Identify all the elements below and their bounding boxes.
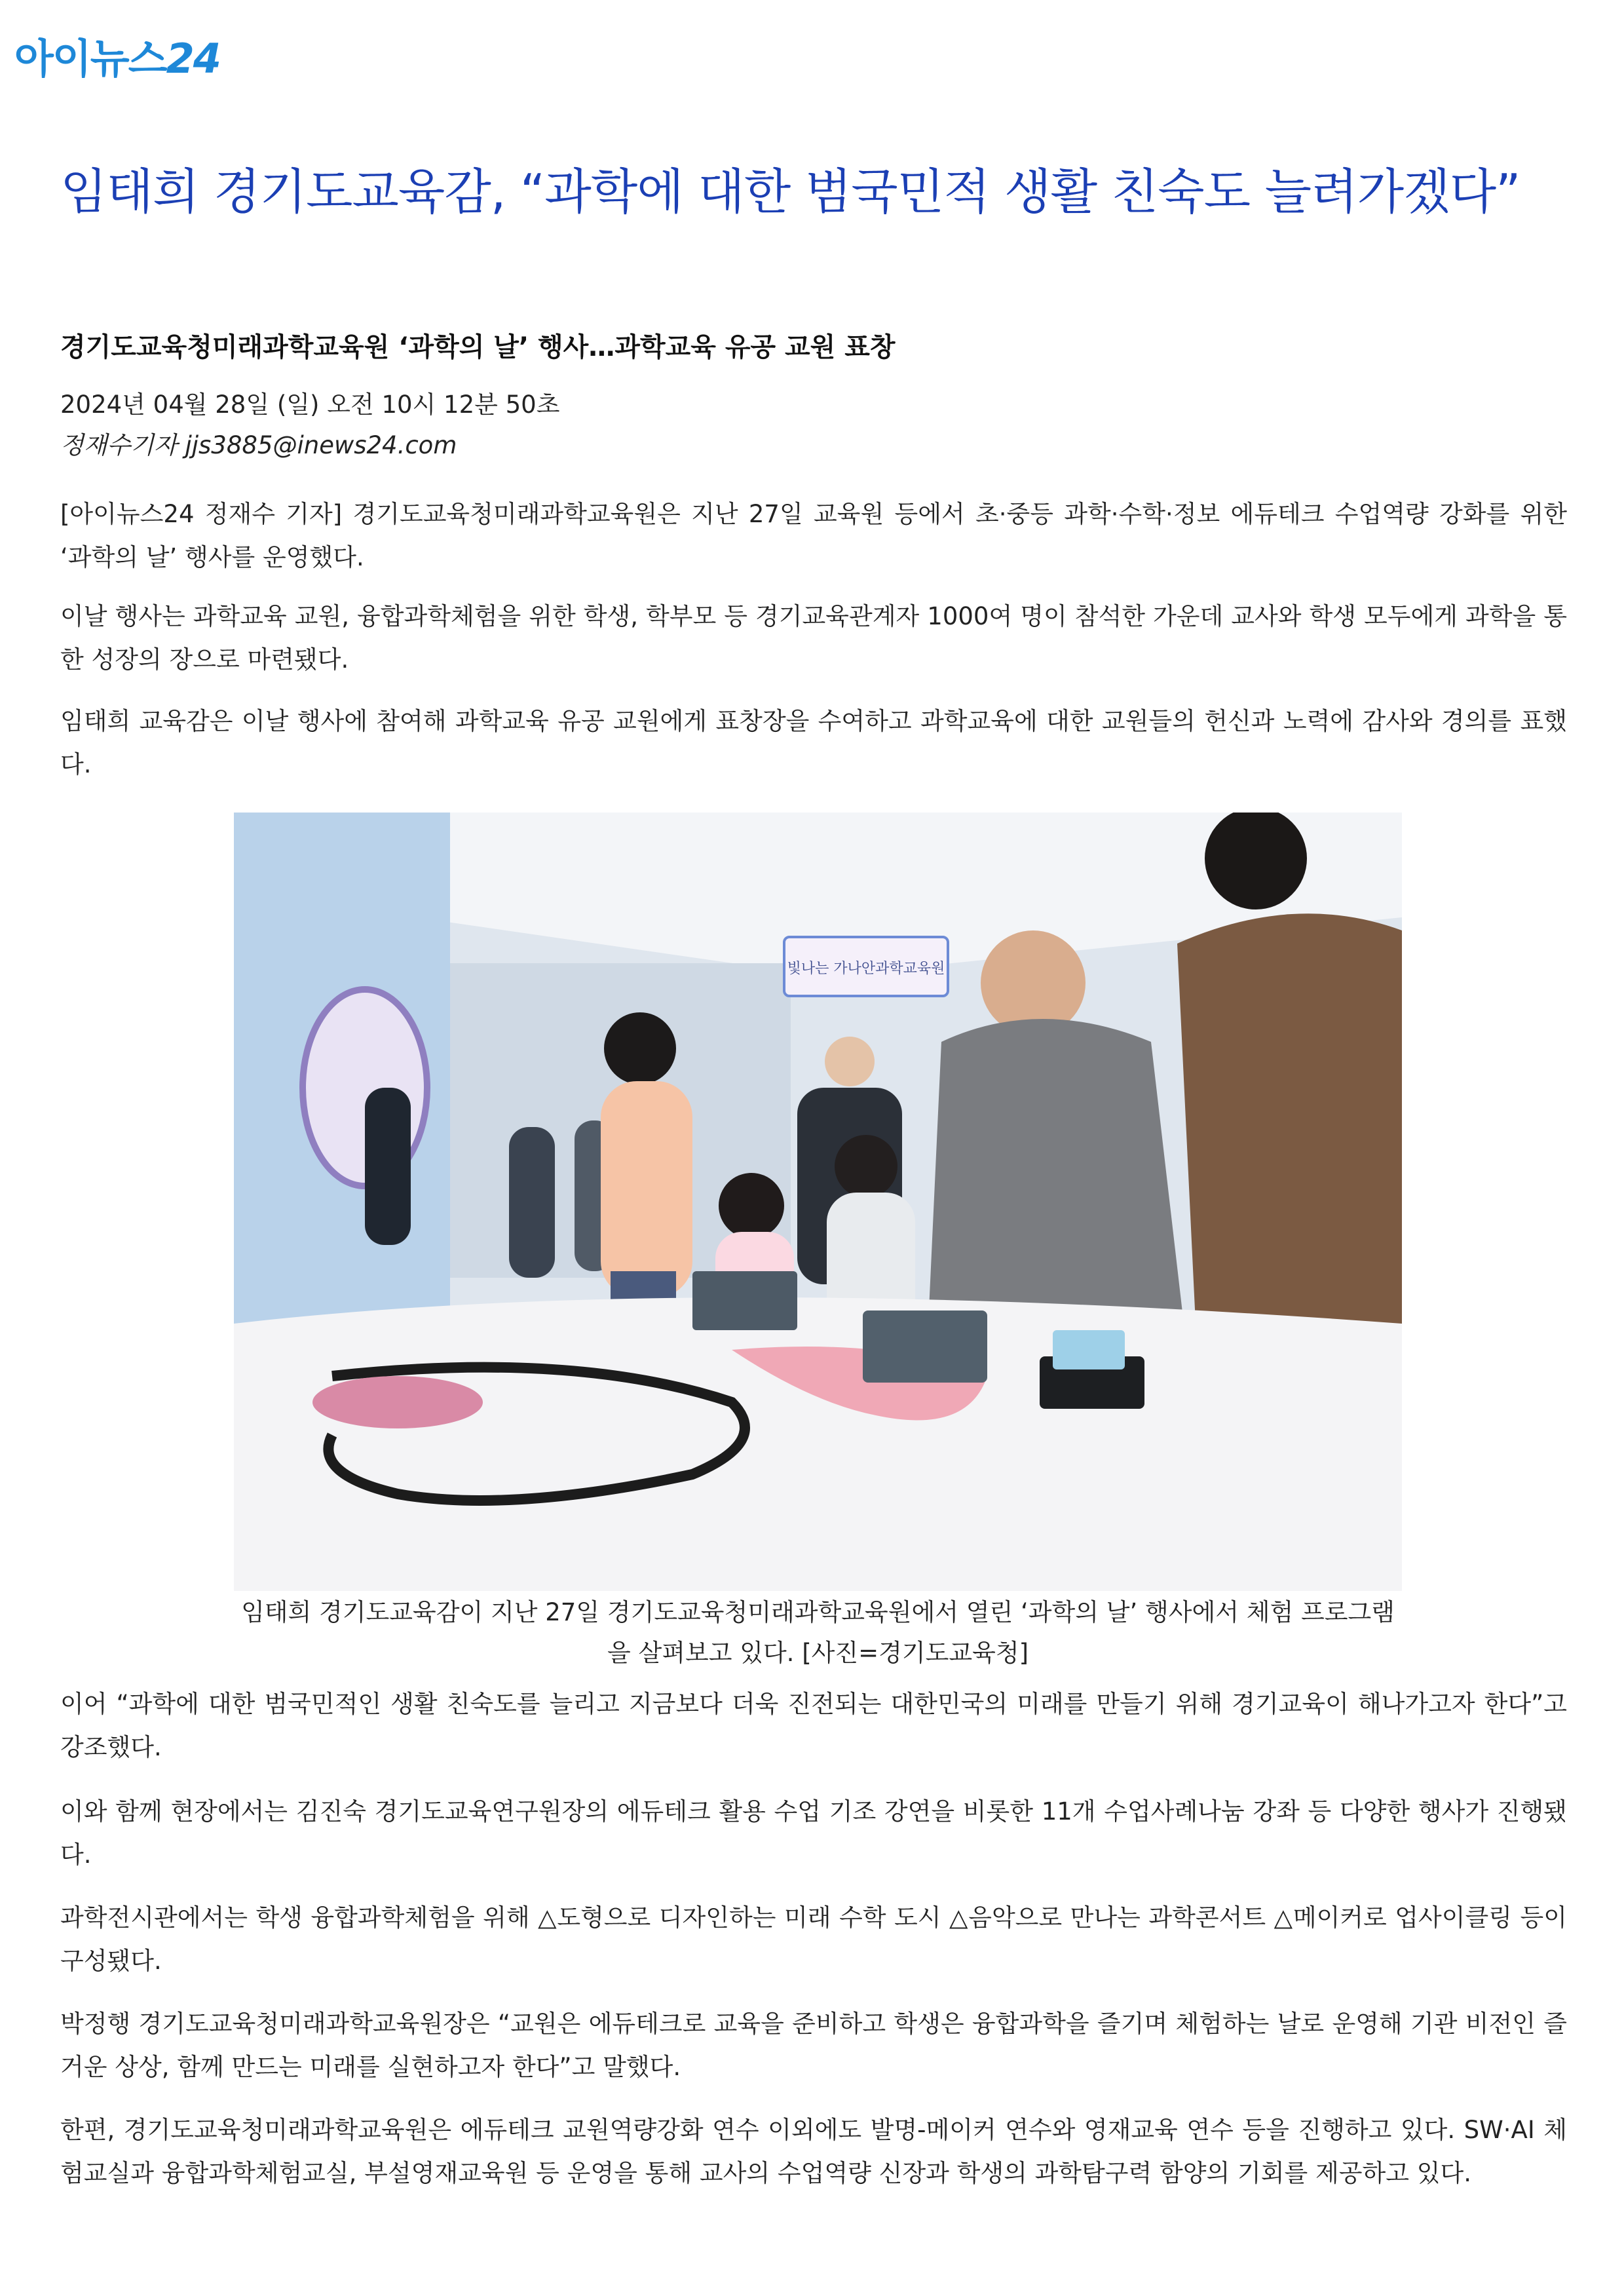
article-headline: 임태희 경기도교육감, “과학에 대한 범국민적 생활 친숙도 늘려가겠다” xyxy=(60,164,1520,220)
site-logo[interactable] xyxy=(14,26,220,85)
logo-number: 24 xyxy=(166,35,220,83)
article-byline: 정재수기자 jjs3885@inews24.com xyxy=(60,431,457,459)
paragraph-2: 이날 행사는 과학교육 교원, 융합과학체험을 위한 학생, 학부모 등 경기교육관계자 1000여 명이 참석한 가운데 교사와 학생 모두에게 과학을 통한 성장의 장으로 마련됐다. xyxy=(60,602,1567,674)
logo-text: 아이뉴스 xyxy=(14,35,166,83)
photo-caption: 임태희 경기도교육감이 지난 27일 경기도교육청미래과학교육원에서 열린 ‘과학의 날’ 행사에서 체험 프로그램을 살펴보고 있다. [사진=경기도교육청] xyxy=(241,1598,1395,1667)
paragraph-4: 이어 “과학에 대한 범국민적인 생활 친숙도를 늘리고 지금보다 더욱 진전되는 대한민국의 미래를 만들기 위해 경기교육이 해나가고자 한다”고 강조했다. xyxy=(60,1690,1567,1761)
article-photo xyxy=(234,813,1402,1591)
article-date: 2024년 04월 28일 (일) 오전 10시 12분 50초 xyxy=(60,391,560,419)
paragraph-3: 임태희 교육감은 이날 행사에 참여해 과학교육 유공 교원에게 표창장을 수여하고 과학교육에 대한 교원들의 헌신과 노력에 감사와 경의를 표했다. xyxy=(60,707,1567,778)
paragraph-8: 한편, 경기도교육청미래과학교육원은 에듀테크 교원역량강화 연수 이외에도 발명-메이커 연수와 영재교육 연수 등을 진행하고 있다. SW·AI 체험교실과 융합과학체험교실, 부설영재교육원 등 운영을 통해 교사의 수업역량 신장과 학생의 과학탐구력 함양의 기회를 제공하고 있다. xyxy=(60,2116,1567,2187)
paragraph-5: 이와 함께 현장에서는 김진숙 경기도교육연구원장의 에듀테크 활용 수업 기조 강연을 비롯한 11개 수업사례나눔 강좌 등 다양한 행사가 진행됐다. xyxy=(60,1797,1567,1869)
paragraph-7: 박정행 경기도교육청미래과학교육원장은 “교원은 에듀테크로 교육을 준비하고 학생은 융합과학을 즐기며 체험하는 날로 운영해 기관 비전인 즐거운 상상, 함께 만드는 미래를 실현하고자 한다”고 말했다. xyxy=(60,2010,1567,2081)
paragraph-6: 과학전시관에서는 학생 융합과학체험을 위해 △도형으로 디자인하는 미래 수학 도시 △음악으로 만나는 과학콘서트 △메이커로 업사이클링 등이 구성됐다. xyxy=(60,1904,1567,1975)
photo-banner-text: 빛나는 가나안과학교육원 xyxy=(787,961,945,977)
article-subhead: 경기도교육청미래과학교육원 ‘과학의 날’ 행사…과학교육 유공 교원 표창 xyxy=(60,332,896,362)
paragraph-1: [아이뉴스24 정재수 기자] 경기도교육청미래과학교육원은 지난 27일 교육원 등에서 초·중등 과학·수학·정보 에듀테크 수업역량 강화를 위한 ‘과학의 날’ 행사를 운영했다. xyxy=(60,500,1567,571)
